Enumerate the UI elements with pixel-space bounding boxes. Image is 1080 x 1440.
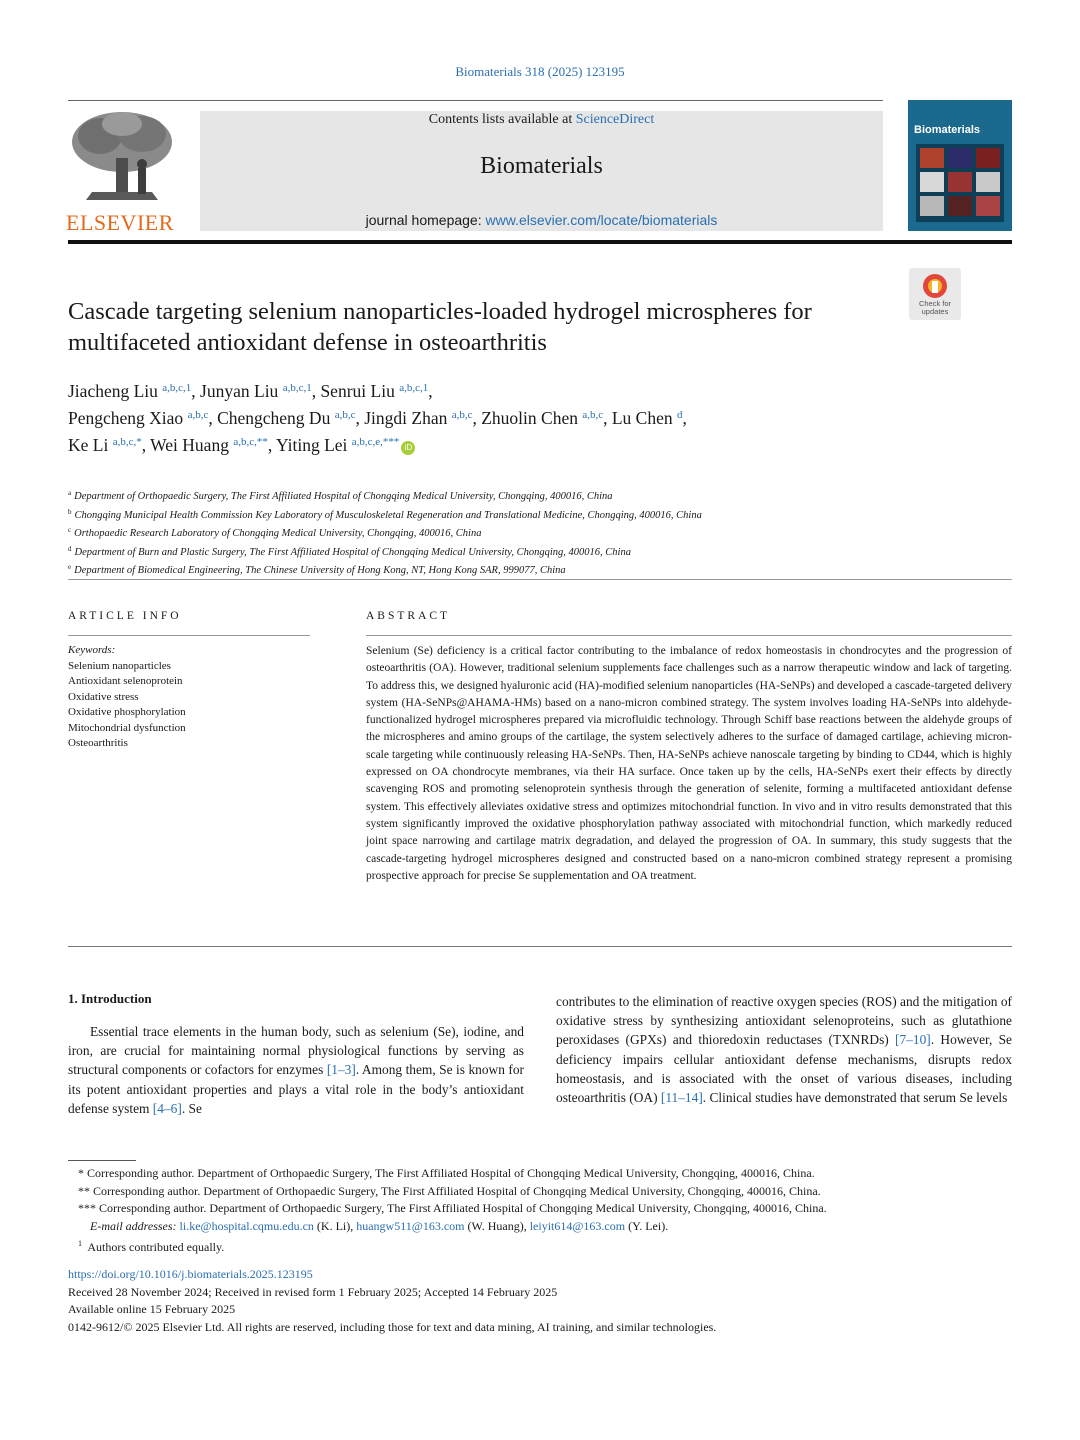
header-thick-rule <box>68 240 1012 244</box>
intro-text: . Among them, Se is known for its potent antioxidant properties and plays a vital role in the body’s antioxidant defense system <box>68 1062 524 1116</box>
author-name[interactable]: Pengcheng Xiao <box>68 408 184 428</box>
email-link[interactable]: huangw511@163.com <box>356 1218 465 1233</box>
author-name[interactable]: Ke Li <box>68 435 109 455</box>
introduction-left-column <box>68 1022 524 1118</box>
author-affiliation-marks[interactable]: a,b,c <box>451 409 473 421</box>
affiliation-item <box>68 560 1012 579</box>
author-affiliation-marks[interactable]: a,b,c,1 <box>282 382 312 394</box>
author-name[interactable]: Jingdi Zhan <box>364 408 448 428</box>
author-name[interactable]: Jiacheng Liu <box>68 381 158 401</box>
affiliation-text: Department of Orthopaedic Surgery, The First Affiliated Hospital of Chongqing Medical University, Chongqing, 400016, China <box>74 491 613 502</box>
affiliation-key: e <box>68 563 72 571</box>
author-name[interactable]: Zhuolin Chen <box>481 408 578 428</box>
corresponding-author-note: * Corresponding author. Department of Orthopaedic Surgery, The First Affiliated Hospital of Chongqing Medical University, Chongqing, 400016, China. <box>78 1166 815 1180</box>
affiliation-text: Orthopaedic Research Laboratory of Chongqing Medical University, Chongqing, 400016, China <box>74 528 482 539</box>
author-name[interactable]: Chengcheng Du <box>217 408 331 428</box>
elsevier-wordmark: ELSEVIER <box>66 210 174 235</box>
introduction-right-column <box>556 992 1012 1107</box>
author-name[interactable]: Wei Huang <box>150 435 229 455</box>
keywords-label: Keywords: <box>68 644 116 656</box>
introduction-heading: 1. Introduction <box>68 991 152 1006</box>
homepage-prefix: journal homepage: <box>365 212 486 228</box>
contents-line <box>200 112 883 128</box>
author-separator: , <box>428 381 433 401</box>
affiliation-item <box>68 486 1012 505</box>
corresponding-author-note: ** Corresponding author. Department of Orthopaedic Surgery, The First Affiliated Hospital of Chongqing Medical University, Chongqing, 400016, China. <box>78 1183 821 1198</box>
footnote-rule <box>68 1160 136 1161</box>
contents-prefix: Contents lists available at <box>428 112 576 127</box>
journal-citation[interactable]: Biomaterials 318 (2025) 123195 <box>455 64 625 79</box>
author-separator: , <box>355 408 365 428</box>
email-owner: (K. Li), <box>313 1218 357 1233</box>
article-info-heading: ARTICLE INFO <box>68 610 182 622</box>
author-affiliation-marks[interactable]: a,b,c <box>334 409 356 421</box>
keyword-item: Selenium nanoparticles <box>68 659 171 672</box>
affiliation-text: Chongqing Municipal Health Commission Key Laboratory of Musculoskeletal Regeneration and Translational Medicine, Chongqing, 400016, China <box>74 509 702 521</box>
email-owner: (Y. Lei). <box>625 1218 669 1233</box>
intro-text: . However, Se deficiency impairs cellular antioxidant defense mechanisms, disrupts redox homeostasis, and is associated with the onset of various diseases, including osteoarthritis (OA) <box>556 1032 1012 1106</box>
affiliation-key: c <box>68 526 72 534</box>
reference-link[interactable]: [7–10] <box>895 1032 931 1048</box>
abstract-rule <box>366 635 1012 636</box>
orcid-icon[interactable]: iD <box>401 441 415 455</box>
check-updates-icon <box>921 272 949 300</box>
sciencedirect-link[interactable]: ScienceDirect <box>575 112 655 127</box>
doi-link[interactable]: https://doi.org/10.1016/j.biomaterials.2025.123195 <box>68 1267 313 1281</box>
reference-link[interactable]: [11–14] <box>660 1090 703 1106</box>
email-label: E-mail addresses: <box>90 1218 177 1233</box>
copyright-line: 0142-9612/© 2025 Elsevier Ltd. All rights are reserved, including those for text and data mining, AI training, and similar technologies. <box>68 1319 717 1334</box>
author-affiliation-marks[interactable]: a,b,c <box>582 409 604 421</box>
abstract-end-rule <box>68 946 1012 947</box>
footnotes <box>68 1165 1012 1257</box>
email-link[interactable]: li.ke@hospital.cqmu.edu.cn <box>179 1218 314 1233</box>
author-separator: , <box>191 381 201 401</box>
affiliation-text: Department of Biomedical Engineering, The Chinese University of Hong Kong, NT, Hong Kong SAR, 999077, China <box>74 565 566 576</box>
intro-text: . Se <box>181 1100 202 1116</box>
author-affiliation-marks[interactable]: a,b,c,1 <box>162 382 192 394</box>
author-separator: , <box>682 408 687 428</box>
journal-masthead <box>200 111 883 231</box>
affiliation-item <box>68 542 1012 561</box>
author-separator: , <box>208 408 218 428</box>
header-rule <box>68 100 883 101</box>
equal-contribution-note <box>68 1235 1012 1257</box>
article-info-rule <box>68 635 310 636</box>
author-list <box>68 376 968 457</box>
author-separator: , <box>603 408 612 428</box>
author-name[interactable]: Junyan Liu <box>200 381 279 401</box>
author-affiliation-marks[interactable]: a,b,c,e,*** <box>351 436 400 448</box>
affiliation-item <box>68 505 1012 524</box>
keyword-item: Oxidative stress <box>68 690 139 703</box>
intro-text: contributes to the elimination of reactive oxygen species (ROS) and the mitigation of oxidative stress by synthesizing antioxidant selenoproteins, such as glutathione peroxidases (GPXs) and thioredoxin reductases (TXNRDs) <box>556 994 1012 1048</box>
author-separator: , <box>267 435 276 455</box>
cover-title: Biomaterials <box>914 124 981 136</box>
author-affiliation-marks[interactable]: a,b,c,1 <box>399 382 429 394</box>
email-link[interactable]: leiyit614@163.com <box>529 1218 626 1233</box>
journal-homepage-link[interactable]: www.elsevier.com/locate/biomaterials <box>485 212 718 228</box>
equal-text: Authors contributed equally. <box>87 1240 225 1254</box>
author-affiliation-marks[interactable]: a,b,c,* <box>112 436 142 448</box>
reference-link[interactable]: [1–3] <box>326 1062 356 1078</box>
article-title: Cascade targeting selenium nanoparticles-loaded hydrogel microspheres for multifaceted antioxidant defense in osteoarthritis <box>68 298 812 356</box>
author-separator: , <box>141 435 151 455</box>
section-divider <box>68 579 1012 580</box>
email-owner: (W. Huang), <box>464 1218 530 1233</box>
check-for-updates-badge[interactable] <box>909 268 961 320</box>
check-updates-text: Check for updates <box>918 299 952 316</box>
abstract-text: Selenium (Se) deficiency is a critical factor contributing to the imbalance of redox homeostasis in chondrocytes and the progression of osteoarthritis (OA). However, traditional selenium supplements face challenges such as a narrow therapeutic window and lack of targeting. To address this, we designed hyaluronic acid (HA)-modified selenium nanoparticles (HA-SeNPs) and developed a cascade-targeted delivery system (HA-SeNPs@AHAMA-HMs) based on a nano-micron combined strategy. The system involves loading HA-SeNPs into aldehyde-functionalized hydrogel microspheres prepared via microfluidic technology. Through Schiff base reactions between the aldehyde groups of the microspheres and amino groups of the cartilage, the system selectively adheres to the surface of damaged cartilage, achieving micron-scale targeting while continuously releasing HA-SeNPs. Then, HA-SeNPs achieve nanoscale targeting by binding to CD44, which is highly expressed on OA chondrocyte membranes, via their HA surface. Once taken up by the cells, HA-SeNPs exert their effects by directly scavenging ROS and promoting selenoprotein synthesis through the generation of selenite, forming a multifaceted antioxidant defense system. This effectively alleviates oxidative stress and optimizes mitochondrial function. In vivo and in vitro results demonstrated that this system significantly improved the oxidative phosphorylation pathway associated with mitochondrial function, which markedly reduced joint space narrowing and cartilage matrix degradation, and delayed the progression of OA. In summary, this study suggests that the cascade-targeting hydrogel microspheres designed and constructed based on a nano-micron combined strategy represent a promising prospective approach for precise Se supplementation and OA treatment. <box>366 645 1012 882</box>
affiliation-item <box>68 523 1012 542</box>
author-affiliation-marks[interactable]: a,b,c <box>187 409 209 421</box>
author-name[interactable]: Yiting Lei <box>275 435 348 455</box>
email-addresses <box>68 1218 1012 1236</box>
intro-text: . Clinical studies have demonstrated that serum Se levels <box>702 1090 1008 1106</box>
equal-mark: 1 <box>78 1239 82 1248</box>
reference-link[interactable]: [4–6] <box>152 1100 182 1116</box>
author-separator: , <box>472 408 482 428</box>
affiliation-list <box>68 486 1012 579</box>
abstract-heading: ABSTRACT <box>366 610 451 622</box>
available-online: Available online 15 February 2025 <box>68 1302 236 1316</box>
affiliation-text: Department of Burn and Plastic Surgery, The First Affiliated Hospital of Chongqing Medical University, Chongqing, 400016, China <box>74 546 631 558</box>
keywords-block <box>68 643 310 752</box>
keyword-item: Antioxidant selenoprotein <box>68 675 183 687</box>
received-dates: Received 28 November 2024; Received in revised form 1 February 2025; Accepted 14 February 2025 <box>68 1284 558 1299</box>
corresponding-author-note: *** Corresponding author. Department of Orthopaedic Surgery, The First Affiliated Hospital of Chongqing Medical University, Chongqing, 400016, China. <box>78 1201 827 1215</box>
author-name[interactable]: Senrui Liu <box>320 381 395 401</box>
elsevier-logo[interactable] <box>66 108 180 234</box>
author-affiliation-marks[interactable]: d <box>677 409 683 421</box>
keyword-item: Osteoarthritis <box>68 737 128 749</box>
keyword-item: Mitochondrial dysfunction <box>68 721 186 734</box>
keyword-item: Oxidative phosphorylation <box>68 706 186 718</box>
author-separator: , <box>311 381 321 401</box>
intro-text: Essential trace elements in the human body, such as selenium (Se), iodine, and iron, are crucial for maintaining normal physiological functions by serving as structural components or cofactors for enzymes <box>68 1024 524 1078</box>
homepage-line <box>200 212 883 228</box>
journal-name: Biomaterials <box>480 153 603 179</box>
journal-cover[interactable] <box>908 100 1012 231</box>
elsevier-tree-icon <box>66 108 178 208</box>
author-affiliation-marks[interactable]: a,b,c,** <box>233 436 268 448</box>
affiliation-key: b <box>68 507 72 516</box>
publication-info <box>68 1266 1012 1336</box>
cover-image-grid-icon <box>916 144 1004 222</box>
author-name[interactable]: Lu Chen <box>611 408 673 428</box>
affiliation-key: d <box>68 544 72 553</box>
affiliation-key: a <box>68 489 72 497</box>
